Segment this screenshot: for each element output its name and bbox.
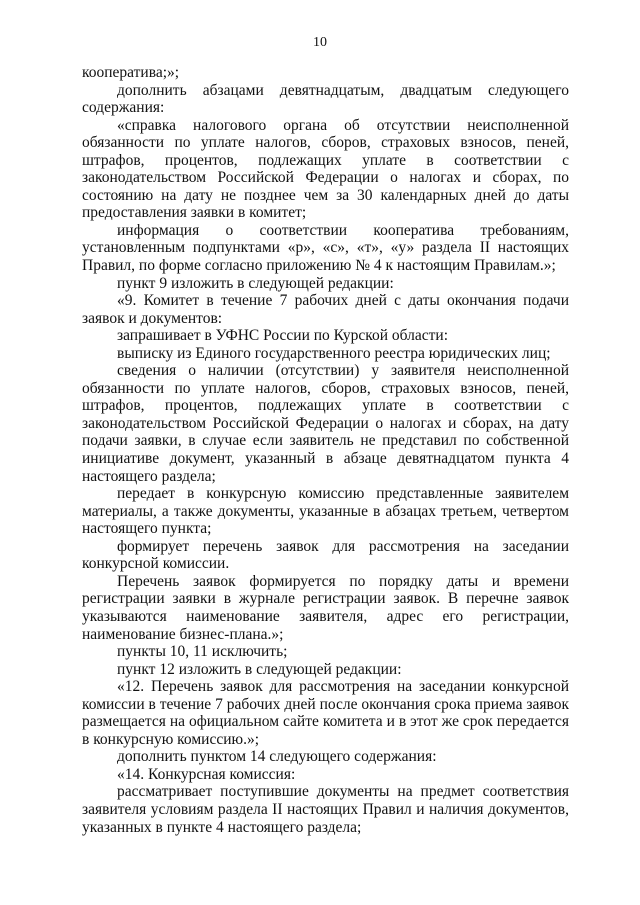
paragraph: информация о соответствии кооператива требованиям, установленным подпунктами «р», «с», «т», «у» раздела II настоящих Правил, по форме согласно приложению № 4 к настоящим Правилам.»; <box>82 221 569 275</box>
paragraph: «12. Перечень заявок для рассмотрения на заседании конкурсной комиссии в течение 7 рабочих дней после окончания срока приема заявок размещается на официальном сайте комитета и в этот же срок передается в конкурсную комиссию.»; <box>82 678 569 748</box>
paragraph: «14. Конкурсная комиссия: <box>117 765 296 783</box>
paragraph: Перечень заявок формируется по порядку даты и времени регистрации заявки в журнале регистрации заявок. В перечне заявок указываются наименование заявителя, адрес его регистрации, наименование бизнес-плана.»; <box>82 572 569 643</box>
paragraph: запрашивает в УФНС России по Курской области: <box>117 327 448 345</box>
paragraph: кооператива;»; <box>82 64 180 81</box>
paragraph: дополнить абзацами девятнадцатым, двадцатым следующего содержания: <box>82 81 569 117</box>
paragraph: дополнить пунктом 14 следующего содержания: <box>117 748 437 766</box>
paragraph: пункт 12 изложить в следующей редакции: <box>117 660 402 678</box>
paragraph: «справка налогового органа об отсутствии неисполненной обязанности по уплате налогов, сборов, страховых взносов, пеней, штрафов, процентов, подлежащих уплате в соответствии с законодательством Российской Федерации о налогах и сборах, по состоянию на дату не позднее чем за 30 календарных дней до даты предоставления заявки в комитет; <box>82 116 569 222</box>
paragraph: пункт 9 изложить в следующей редакции: <box>117 274 394 292</box>
paragraph: рассматривает поступившие документы на предмет соответствия заявителя условиям раздела II настоящих Правил и наличия документов, указанных в пункте 4 настоящего раздела; <box>82 783 569 836</box>
paragraph: пункты 10, 11 исключить; <box>117 643 288 661</box>
paragraph: передает в конкурсную комиссию представленные заявителем материалы, а также документы, указанные в абзацах третьем, четвертом настоящего пункта; <box>82 485 569 538</box>
document-body <box>82 64 569 836</box>
paragraph: «9. Комитет в течение 7 рабочих дней с даты окончания подачи заявок и документов: <box>82 292 569 327</box>
paragraph: сведения о наличии (отсутствии) у заявителя неисполненной обязанности по уплате налогов, сборов, страховых взносов, пеней, штрафов, процентов, подлежащих уплате в соответствии с законодательством Российской Федерации о налогах и сборах, на дату подачи заявки, в случае если заявитель не представил по собственной инициативе документ, указанный в абзаце девятнадцатом пункта 4 настоящего раздела; <box>82 362 569 485</box>
page-number: 10 <box>313 35 327 50</box>
paragraph: формирует перечень заявок для рассмотрения на заседании конкурсной комиссии. <box>82 537 569 573</box>
paragraph: выписку из Единого государственного реестра юридических лиц; <box>117 344 551 362</box>
